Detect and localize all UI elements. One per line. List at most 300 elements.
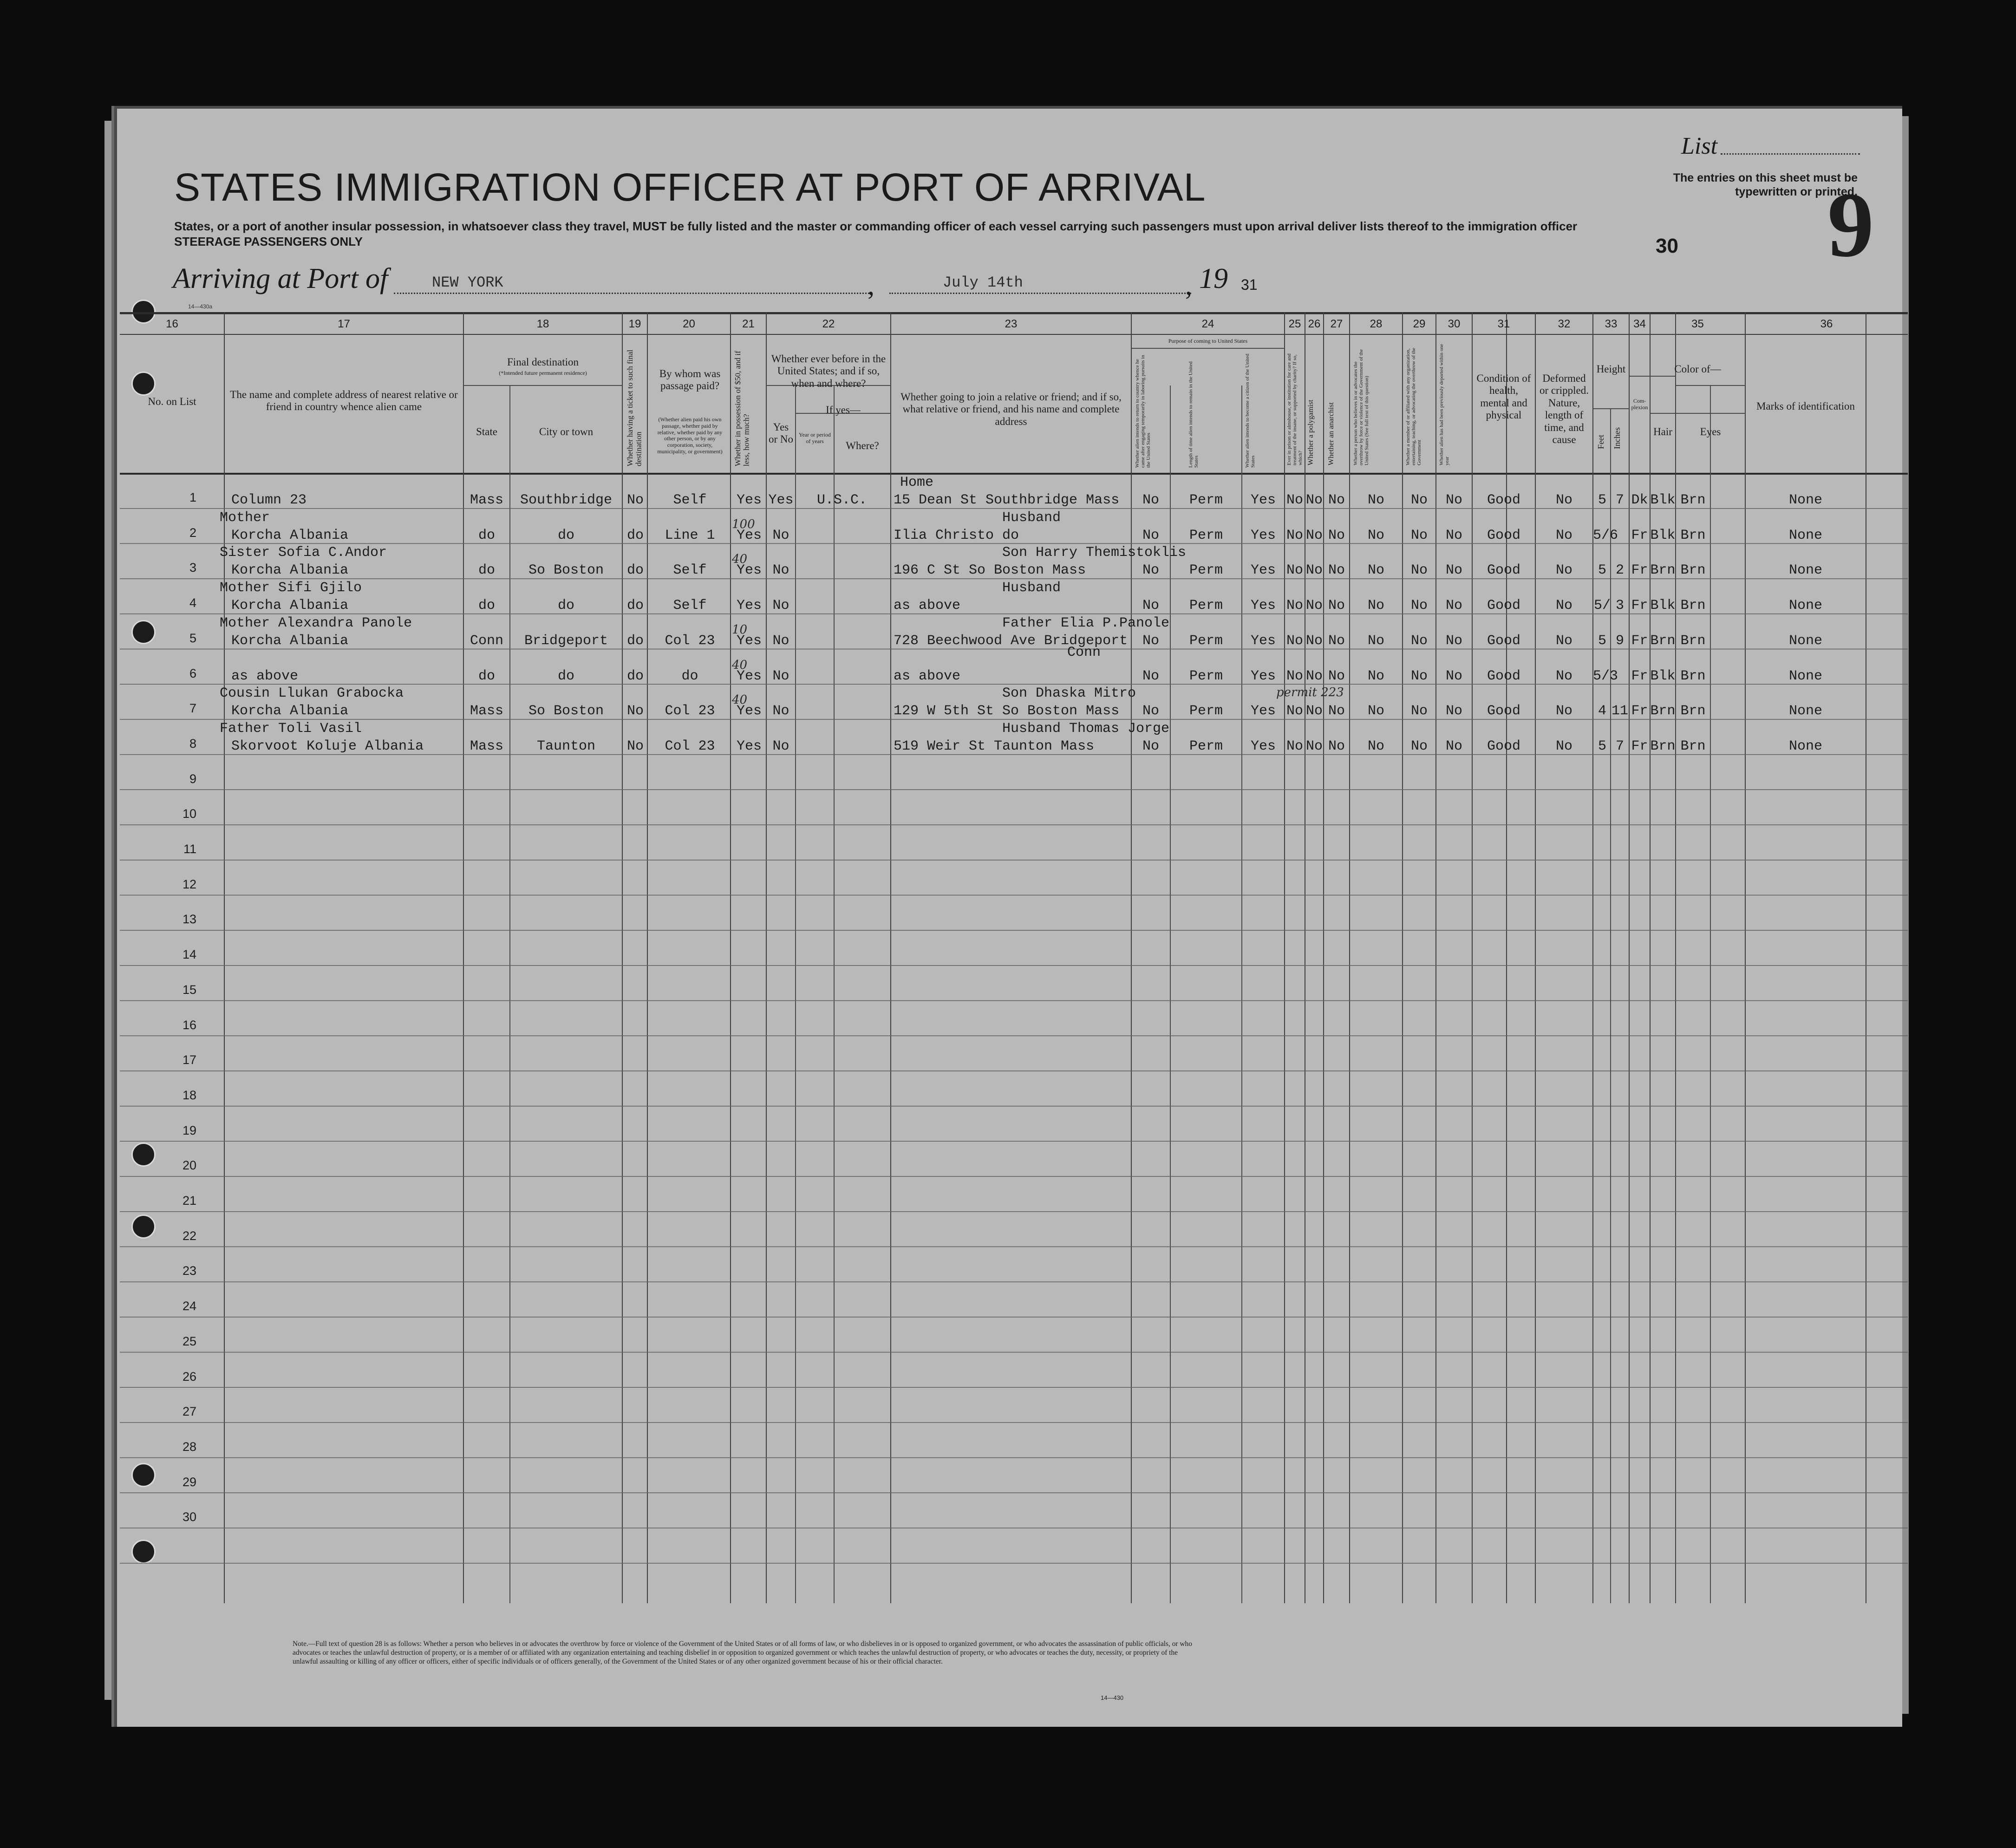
ticket-status: No [626, 703, 644, 719]
deformed-status: No [1555, 703, 1572, 719]
answer-c27: No [1328, 492, 1345, 508]
deformed-status: No [1555, 492, 1572, 508]
arrival-year: 31 [1241, 276, 1258, 293]
join-address: 129 W 5th St So Boston Mass [894, 703, 1120, 719]
answer-c27: No [1328, 633, 1345, 649]
answer-c25: No [1286, 527, 1303, 543]
dest-state: Mass [470, 738, 503, 754]
answer-c24b: Perm [1189, 598, 1223, 614]
row-number: 10 [182, 807, 196, 821]
height-inches: 7 [1615, 492, 1624, 508]
dest-state: do [478, 527, 495, 543]
form-code: 14—430a [188, 303, 213, 310]
ticket-status: do [626, 668, 644, 684]
header-feet: Feet [1596, 435, 1605, 449]
identification-marks: None [1788, 562, 1822, 579]
relative-name: Mother [220, 509, 270, 526]
answer-c24a: No [1142, 738, 1159, 754]
list-number-line [1721, 153, 1860, 155]
row-number: 25 [182, 1334, 196, 1348]
row-number: 24 [182, 1299, 196, 1313]
answer-c28: No [1367, 562, 1384, 579]
answer-c24b: Perm [1189, 633, 1223, 649]
passage-paid-by: do [681, 668, 698, 684]
answer-c25: No [1286, 633, 1303, 649]
answer-c26: No [1305, 562, 1323, 579]
identification-marks: None [1788, 668, 1822, 684]
answer-c27: No [1328, 703, 1345, 719]
answer-c26: No [1305, 668, 1323, 684]
dest-state: Conn [470, 633, 503, 649]
answer-c24c: Yes [1250, 633, 1276, 649]
health-condition: Good [1487, 633, 1520, 649]
hair-color: Blk [1650, 668, 1676, 684]
relative-name: Sister Sofia C.Andor [220, 545, 387, 561]
relative-name: Mother Sifi Gjilo [220, 580, 362, 596]
answer-c26: No [1305, 598, 1323, 614]
answer-c27: No [1328, 562, 1345, 579]
height-inches: 11 [1611, 703, 1628, 719]
possesses-fifty: Yes [736, 633, 762, 649]
height-feet: 5/6 [1593, 527, 1618, 543]
header-join-relative: Whether going to join a relative or friend; and if so, what relative or friend, and his name and complete address [900, 391, 1122, 427]
deformed-status: No [1555, 562, 1572, 579]
identification-marks: None [1788, 738, 1822, 754]
row-number: 5 [189, 631, 196, 645]
answer-c24c: Yes [1250, 703, 1276, 719]
dest-state: do [478, 668, 495, 684]
answer-c29: No [1410, 703, 1428, 719]
answer-c24a: No [1142, 598, 1159, 614]
possesses-fifty: Yes [736, 527, 762, 543]
column-number: 35 [1691, 318, 1704, 330]
eye-color: Brn [1680, 598, 1706, 614]
row-number: 9 [189, 771, 196, 786]
answer-c24c: Yes [1250, 668, 1276, 684]
identification-marks: None [1788, 598, 1822, 614]
header-health: Condition of health, mental and physical [1476, 372, 1531, 421]
join-address: 519 Weir St Taunton Mass [894, 738, 1095, 754]
date-line [889, 293, 1191, 294]
height-inches: 9 [1615, 633, 1624, 649]
dest-city: So Boston [528, 703, 604, 719]
health-condition: Good [1487, 598, 1520, 614]
join-address: Ilia Christo do [894, 527, 1019, 543]
relative-name: Mother Alexandra Panole [220, 615, 412, 631]
form-subtitle: States, or a port of another insular possession, in whatsoever class they travel, MUST be fully listed and the master or commanding officer of each vessel carrying such passengers must upon arrival deliver lists thereof to the immigration officer [174, 219, 1578, 233]
ever-before: No [772, 598, 789, 614]
answer-c24b: Perm [1189, 562, 1223, 579]
answer-c29: No [1410, 598, 1428, 614]
passage-paid-by: Col 23 [665, 738, 715, 754]
column-number: 36 [1820, 318, 1833, 330]
eye-color: Brn [1680, 633, 1706, 649]
answer-c30: No [1445, 738, 1462, 754]
answer-c30: No [1445, 527, 1462, 543]
answer-c24b: Perm [1189, 668, 1223, 684]
ever-before: No [772, 668, 789, 684]
answer-c25: No [1286, 598, 1303, 614]
typewritten-notice: The entries on this sheet must be typewritten or printed. [1673, 171, 1858, 198]
header-final-destination-note: (*Intended future permanent residence) [499, 370, 587, 376]
dest-city: do [557, 527, 574, 543]
row-number: 14 [182, 947, 196, 962]
column-number: 25 [1288, 318, 1301, 330]
answer-c28: No [1367, 527, 1384, 543]
complexion: Fr [1631, 738, 1648, 754]
possesses-fifty: Yes [736, 598, 762, 614]
row-number: 19 [182, 1123, 196, 1137]
answer-c25: No [1286, 492, 1303, 508]
column-number: 16 [166, 318, 178, 330]
header-relative-address: The name and complete address of nearest relative or friend in country whence alien came [230, 389, 458, 413]
handwritten-permit-note: permit 223 [1276, 686, 1344, 700]
relative-address: Column 23 [231, 492, 307, 508]
height-inches: 7 [1615, 738, 1624, 754]
answer-c26: No [1305, 738, 1323, 754]
row-number: 6 [189, 666, 196, 680]
header-prison: Ever in prison or almshouse, or institution for care and treatment of the insane, or supported by charity? If so, which? [1286, 353, 1304, 465]
list-label: List [1681, 133, 1718, 159]
height-feet: 5 [1598, 738, 1606, 754]
dest-state: do [478, 562, 495, 579]
row-number: 16 [182, 1018, 196, 1032]
relative-address: Korcha Albania [231, 562, 349, 579]
join-relative: Son Harry Themistoklis [1002, 545, 1187, 561]
dest-state: Mass [470, 492, 503, 508]
form-title: STATES IMMIGRATION OFFICER AT PORT OF ARRIVAL [174, 165, 1206, 209]
answer-c27: No [1328, 598, 1345, 614]
height-feet: 5 [1598, 562, 1606, 579]
row-number: 30 [182, 1510, 196, 1524]
row-number: 12 [182, 877, 196, 891]
row-number: 13 [182, 912, 196, 927]
handwritten-amount: 100 [732, 517, 755, 531]
height-feet: 5 [1598, 492, 1606, 508]
eye-color: Brn [1680, 562, 1706, 579]
answer-c25: No [1286, 703, 1303, 719]
column-number: 31 [1497, 318, 1510, 330]
header-hair: Hair [1653, 426, 1672, 438]
ticket-status: No [626, 492, 644, 508]
column-number: 29 [1413, 318, 1426, 330]
header-where: Where? [846, 440, 879, 451]
health-condition: Good [1487, 738, 1520, 754]
header-yes-no: Yes or No [768, 421, 794, 445]
separator-comma: , [868, 270, 874, 300]
complexion: Fr [1631, 562, 1648, 579]
deformed-status: No [1555, 633, 1572, 649]
passage-paid-by: Col 23 [665, 633, 715, 649]
column-number: 28 [1370, 318, 1383, 330]
eye-color: Brn [1680, 668, 1706, 684]
answer-c26: No [1305, 492, 1323, 508]
answer-c24b: Perm [1189, 492, 1223, 508]
hair-color: Brn [1650, 562, 1676, 579]
answer-c24b: Perm [1189, 738, 1223, 754]
row-number: 20 [182, 1158, 196, 1173]
join-address: 728 Beechwood Ave Bridgeport [894, 633, 1128, 649]
column-number: 18 [536, 318, 549, 330]
relative-address: as above [231, 668, 299, 684]
arrival-port: NEW YORK [432, 274, 503, 291]
answer-c30: No [1445, 633, 1462, 649]
answer-c29: No [1410, 668, 1428, 684]
ever-before: Yes [768, 492, 794, 508]
handwritten-amount: 40 [732, 658, 748, 672]
before-where: U.S.C. [816, 492, 868, 508]
hair-color: Brn [1650, 703, 1676, 719]
header-q29: Whether a member of or affiliated with any organization, entertaining, teaching, or advocating the overthrow of the Government [1405, 347, 1422, 465]
answer-c26: No [1305, 633, 1323, 649]
header-period: Year or period of years [799, 431, 831, 444]
identification-marks: None [1788, 492, 1822, 508]
join-address: 196 C St So Boston Mass [894, 562, 1086, 579]
footnote: Note.—Full text of question 28 is as follows: Whether a person who believes in or advocates the overthrow by force or violence of the Government of the United States or of all forms of law, or who disbelieves in or is opposed to organized government, or who advocates the assassination of public officials, or who advocates or teaches the unlawful destruction of property, or is a member of or affiliated with any organization entertaining and teaching disbelief in or opposition to organized government or which teaches the unlawful destruction of property, or who advocates or teaches the duty, necessity, or propriety of the unlawful assaulting or killing of any officer or officers, either of specific individuals or of officers generally, of the Government of the United States or of any other organized government because of his or their official character. [293, 1640, 1192, 1665]
header-final-destination: Final destination [507, 356, 579, 368]
possesses-fifty: Yes [736, 562, 762, 579]
hair-color: Brn [1650, 738, 1676, 754]
header-fifty-dollars: Whether in possession of $50, and if less, how much? [733, 351, 751, 466]
height-feet: 5/ [1593, 598, 1611, 614]
header-passage-paid-note: (Whether alien paid his own passage, whether paid by relative, whether paid by any other person, or by any corporation, society, municipality, or government) [657, 416, 723, 455]
header-polygamist: Whether a polygamist [1307, 399, 1315, 465]
header-inches: Inches [1612, 427, 1622, 449]
header-height: Height [1596, 363, 1626, 375]
relative-address: Korcha Albania [231, 703, 349, 719]
hair-color: Blk [1650, 527, 1676, 543]
sheet-number: 9 [1827, 174, 1874, 276]
header-length-stay: Length of time alien intends to remain in the United States [1188, 361, 1200, 468]
row-number: 1 [189, 490, 196, 504]
row-number: 11 [183, 842, 196, 856]
relative-name: Father Toli Vasil [220, 720, 362, 737]
join-relative: Husband [1002, 509, 1061, 526]
passage-paid-by: Self [673, 598, 707, 614]
handwritten-amount: 40 [732, 693, 748, 707]
answer-c25: No [1286, 668, 1303, 684]
complexion: Fr [1631, 598, 1648, 614]
ever-before: No [772, 527, 789, 543]
possesses-fifty: Yes [736, 668, 762, 684]
header-no-on-list: No. on List [148, 396, 196, 407]
answer-c24a: No [1142, 562, 1159, 579]
answer-c28: No [1367, 668, 1384, 684]
header-eyes: Eyes [1700, 426, 1721, 438]
answer-c24a: No [1142, 492, 1159, 508]
answer-c25: No [1286, 562, 1303, 579]
health-condition: Good [1487, 562, 1520, 579]
relative-address: Korcha Albania [231, 598, 349, 614]
header-ticket: Whether having a ticket to such final destination [626, 349, 643, 466]
dest-city: So Boston [528, 562, 604, 579]
join-address: as above [894, 668, 961, 684]
separator-comma: , [1185, 270, 1192, 300]
deformed-status: No [1555, 598, 1572, 614]
answer-c30: No [1445, 703, 1462, 719]
row-number: 21 [182, 1194, 196, 1208]
answer-c24b: Perm [1189, 527, 1223, 543]
arriving-label: Arriving at Port of [173, 263, 388, 294]
row-number: 8 [189, 736, 196, 751]
eye-color: Brn [1680, 527, 1706, 543]
answer-c27: No [1328, 738, 1345, 754]
hair-color: Brn [1650, 633, 1676, 649]
answer-c24c: Yes [1250, 562, 1276, 579]
complexion: Fr [1631, 527, 1648, 543]
header-if-yes: If yes— [826, 404, 861, 416]
port-line [394, 293, 872, 294]
row-number: 26 [182, 1369, 196, 1384]
header-deformed: Deformed or crippled. Nature, length of time, and cause [1539, 372, 1589, 446]
ever-before: No [772, 633, 789, 649]
arrival-date: July 14th [943, 274, 1023, 291]
answer-c24a: No [1142, 703, 1159, 719]
row-number: 22 [182, 1228, 196, 1243]
column-number: 22 [822, 318, 835, 330]
column-number: 30 [1448, 318, 1461, 330]
header-ever-before: Whether ever before in the United States; and if so, when and where? [771, 353, 886, 389]
row-number: 17 [182, 1053, 196, 1067]
height-feet: 5/3 [1593, 668, 1618, 684]
complexion: Fr [1631, 633, 1648, 649]
row-number: 28 [182, 1439, 196, 1454]
answer-c29: No [1410, 633, 1428, 649]
answer-c26: No [1305, 703, 1323, 719]
header-passage-paid: By whom was passage paid? [659, 368, 721, 392]
passage-paid-by: Self [673, 492, 707, 508]
answer-c30: No [1445, 562, 1462, 579]
header-q30: Whether alien has had been previously deported within one year [1439, 344, 1450, 465]
identification-marks: None [1788, 527, 1822, 543]
column-number: 32 [1558, 318, 1571, 330]
column-number: 24 [1201, 318, 1214, 330]
row-number: 15 [182, 982, 196, 997]
eye-color: Brn [1680, 738, 1706, 754]
column-number: 20 [683, 318, 695, 330]
column-number: 21 [742, 318, 755, 330]
join-address: 15 Dean St Southbridge Mass [894, 492, 1120, 508]
identification-marks: None [1788, 703, 1822, 719]
join-relative: Husband [1002, 580, 1061, 596]
relative-address: Skorvoot Koluje Albania [231, 738, 424, 754]
header-citizen-intent: Whether alien intends to become a citizen of the United States [1245, 353, 1256, 468]
height-feet: 5 [1598, 633, 1606, 649]
answer-c27: No [1328, 668, 1345, 684]
manifest-table [120, 312, 1908, 1603]
answer-c28: No [1367, 703, 1384, 719]
handwritten-amount: 10 [732, 622, 748, 637]
passage-paid-by: Line 1 [665, 527, 715, 543]
ticket-status: do [626, 562, 644, 579]
answer-c28: No [1367, 598, 1384, 614]
answer-c24c: Yes [1250, 598, 1276, 614]
steerage-label: STEERAGE PASSENGERS ONLY [174, 235, 363, 248]
possesses-fifty: Yes [736, 492, 762, 508]
health-condition: Good [1487, 668, 1520, 684]
dest-city: Southbridge [520, 492, 613, 508]
health-condition: Good [1487, 527, 1520, 543]
header-marks: Marks of identification [1756, 400, 1855, 412]
dest-city: do [557, 598, 574, 614]
possesses-fifty: Yes [736, 738, 762, 754]
dest-state: do [478, 598, 495, 614]
answer-c30: No [1445, 598, 1462, 614]
answer-c24a: No [1142, 668, 1159, 684]
row-number: 27 [182, 1404, 196, 1419]
complexion: Fr [1631, 703, 1648, 719]
footnote-code: 14—430 [1101, 1694, 1124, 1701]
dest-city: do [557, 668, 574, 684]
header-complexion: Com-plexion [1631, 398, 1648, 411]
header-city: City or town [539, 426, 594, 438]
answer-c24b: Perm [1189, 703, 1223, 719]
answer-c25: No [1286, 738, 1303, 754]
answer-c24a: No [1142, 633, 1159, 649]
answer-c29: No [1410, 527, 1428, 543]
header-q28: Whether a person who believes in or advocates the overthrow by force or violence of the Government of the United States (See full text of this question) [1353, 349, 1370, 465]
row-number: 2 [189, 525, 196, 540]
height-inches: 3 [1615, 598, 1624, 614]
row-number: 18 [182, 1088, 196, 1102]
ticket-status: No [626, 738, 644, 754]
join-relative: Home [900, 475, 934, 490]
relative-address: Korcha Albania [231, 527, 349, 543]
row-number: 7 [189, 701, 196, 716]
answer-c24c: Yes [1250, 492, 1276, 508]
header-state: State [476, 426, 497, 438]
answer-c28: No [1367, 492, 1384, 508]
dest-state: Mass [470, 703, 503, 719]
join-relative: Husband Thomas Jorge [1002, 720, 1170, 737]
deformed-status: No [1555, 668, 1572, 684]
answer-c28: No [1367, 633, 1384, 649]
join-relative: Father Elia P.Panole [1002, 615, 1170, 631]
column-number: 19 [628, 318, 641, 330]
column-number: 33 [1605, 318, 1618, 330]
ever-before: No [772, 738, 789, 754]
answer-c30: No [1445, 668, 1462, 684]
health-condition: Good [1487, 703, 1520, 719]
relative-address: Korcha Albania [231, 633, 349, 649]
answer-c29: No [1410, 738, 1428, 754]
ticket-status: do [626, 633, 644, 649]
eye-color: Brn [1680, 492, 1706, 508]
column-number: 26 [1308, 318, 1321, 330]
answer-c29: No [1410, 492, 1428, 508]
answer-c28: No [1367, 738, 1384, 754]
column-number: 27 [1330, 318, 1343, 330]
height-feet: 4 [1598, 703, 1606, 719]
dest-city: Taunton [536, 738, 596, 754]
answer-c27: No [1328, 527, 1345, 543]
health-condition: Good [1487, 492, 1520, 508]
deformed-status: No [1555, 527, 1572, 543]
column-number: 17 [338, 318, 350, 330]
height-inches: 2 [1615, 562, 1624, 579]
handwritten-amount: 40 [732, 552, 748, 567]
join-relative: Son Dhaska Mitro [1002, 686, 1136, 702]
join-address: as above [894, 598, 961, 614]
answer-c24c: Yes [1250, 527, 1276, 543]
answer-c26: No [1305, 527, 1323, 543]
header-return-intent: Whether alien intends to return to country whence he came after engaging temporarily in laboring pursuits in the United States [1135, 355, 1152, 468]
hair-color: Blk [1650, 598, 1676, 614]
answer-c24a: No [1142, 527, 1159, 543]
list-number: 30 [1656, 235, 1678, 257]
identification-marks: None [1788, 633, 1822, 649]
row-number: 23 [182, 1264, 196, 1278]
